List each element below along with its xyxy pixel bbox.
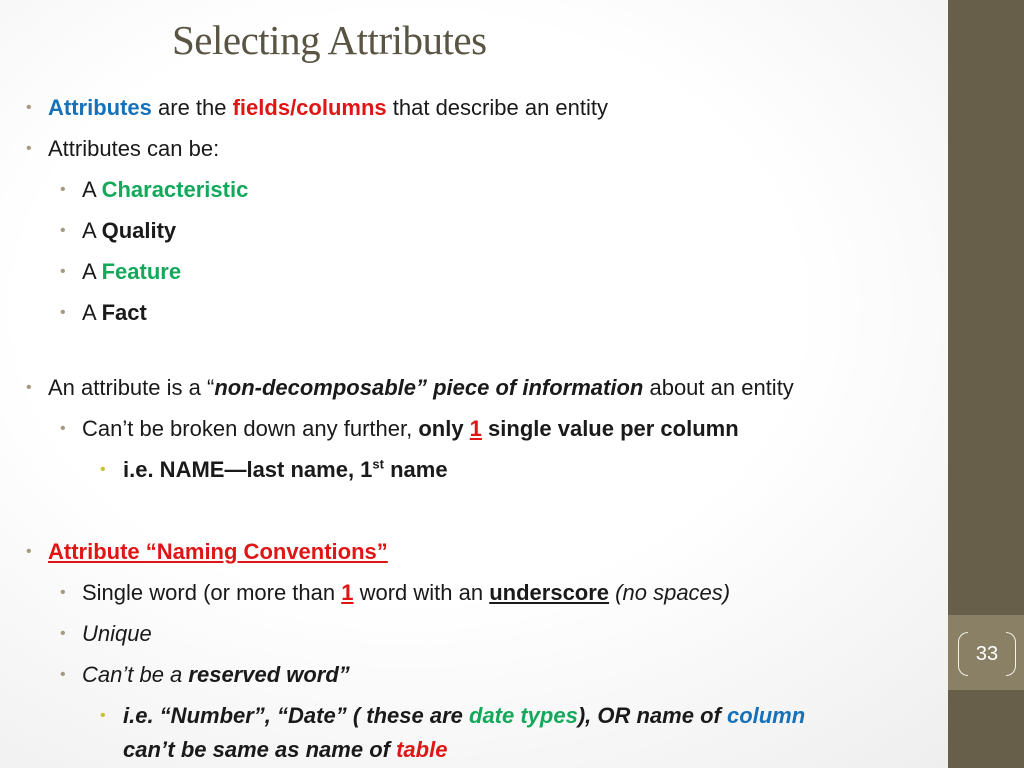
term-column: column <box>726 703 806 728</box>
bullet-icon: • <box>60 222 66 239</box>
bullet-icon: • <box>60 584 66 601</box>
term-attributes: Attributes <box>48 95 152 120</box>
bullet-icon: • <box>60 263 66 280</box>
text-span: A <box>82 218 102 243</box>
bullet-icon: • <box>26 99 32 116</box>
bullet-non-decomposable <box>48 375 794 401</box>
number-highlight: 1 <box>341 580 354 605</box>
bullet-icon: • <box>60 420 66 437</box>
text-span: can’t be same as name of <box>123 737 397 762</box>
list-item: Unique <box>82 621 152 646</box>
term-quality: Quality <box>101 218 177 243</box>
text-bold: only <box>418 416 470 441</box>
left-brace-icon <box>958 632 968 676</box>
list-item <box>82 259 181 285</box>
list-item <box>123 457 448 483</box>
text-italic: Can’t be a <box>82 662 189 687</box>
text-span: A <box>82 300 102 325</box>
bullet-icon: • <box>60 625 66 642</box>
bullet-icon: • <box>26 379 32 396</box>
text-emphasis: non-decomposable” piece of information <box>214 375 644 400</box>
text-span: A <box>82 259 102 284</box>
page-number: 33 <box>975 643 999 665</box>
term-characteristic: Characteristic <box>101 177 249 202</box>
text-span: word with an <box>353 580 490 605</box>
bullet-attributes-definition <box>48 95 608 121</box>
list-item-continuation <box>123 737 447 763</box>
text-span: A <box>82 177 102 202</box>
bullet-icon: • <box>26 543 32 560</box>
slide-title: Selecting Attributes <box>172 17 487 63</box>
text-span: Can’t be broken down any further, <box>82 416 419 441</box>
superscript: st <box>372 456 384 472</box>
text-bold: single value per column <box>481 416 739 441</box>
text-emphasis: reserved word” <box>188 662 350 687</box>
text-span: i.e. “Number”, “Date” ( these are <box>123 703 469 728</box>
text-underscore: underscore <box>489 580 610 605</box>
list-item <box>82 662 350 688</box>
text-span: ), OR name of <box>577 703 727 728</box>
list-item <box>82 300 147 326</box>
text-span: Single word (or more than <box>82 580 342 605</box>
text-span: i.e. NAME—last name, 1 <box>123 457 373 482</box>
bullet-naming-conventions: Attribute “Naming Conventions” <box>48 539 388 564</box>
list-item <box>82 218 176 244</box>
term-date-types: date types <box>469 703 578 728</box>
bullet-icon: • <box>60 181 66 198</box>
bullet-icon: • <box>100 707 106 724</box>
list-item <box>82 416 739 442</box>
bullet-icon: • <box>60 666 66 683</box>
term-feature: Feature <box>101 259 182 284</box>
term-fact: Fact <box>101 300 147 325</box>
text-span: name <box>383 457 448 482</box>
text-span: about an entity <box>643 375 794 400</box>
text-span: An attribute is a “ <box>48 375 215 400</box>
bullet-icon: • <box>100 461 106 478</box>
text-span: that describe an entity <box>386 95 609 120</box>
text-span: are the <box>151 95 233 120</box>
list-item <box>82 177 248 203</box>
term-table: table <box>396 737 448 762</box>
number-highlight: 1 <box>469 416 482 441</box>
bullet-attributes-can-be: Attributes can be: <box>48 136 220 161</box>
bullet-icon: • <box>60 304 66 321</box>
bullet-icon: • <box>26 140 32 157</box>
text-italic: (no spaces) <box>615 580 731 605</box>
term-fields-columns: fields/columns <box>232 95 387 120</box>
list-item <box>82 580 730 606</box>
right-brace-icon <box>1006 632 1016 676</box>
list-item <box>123 703 805 729</box>
